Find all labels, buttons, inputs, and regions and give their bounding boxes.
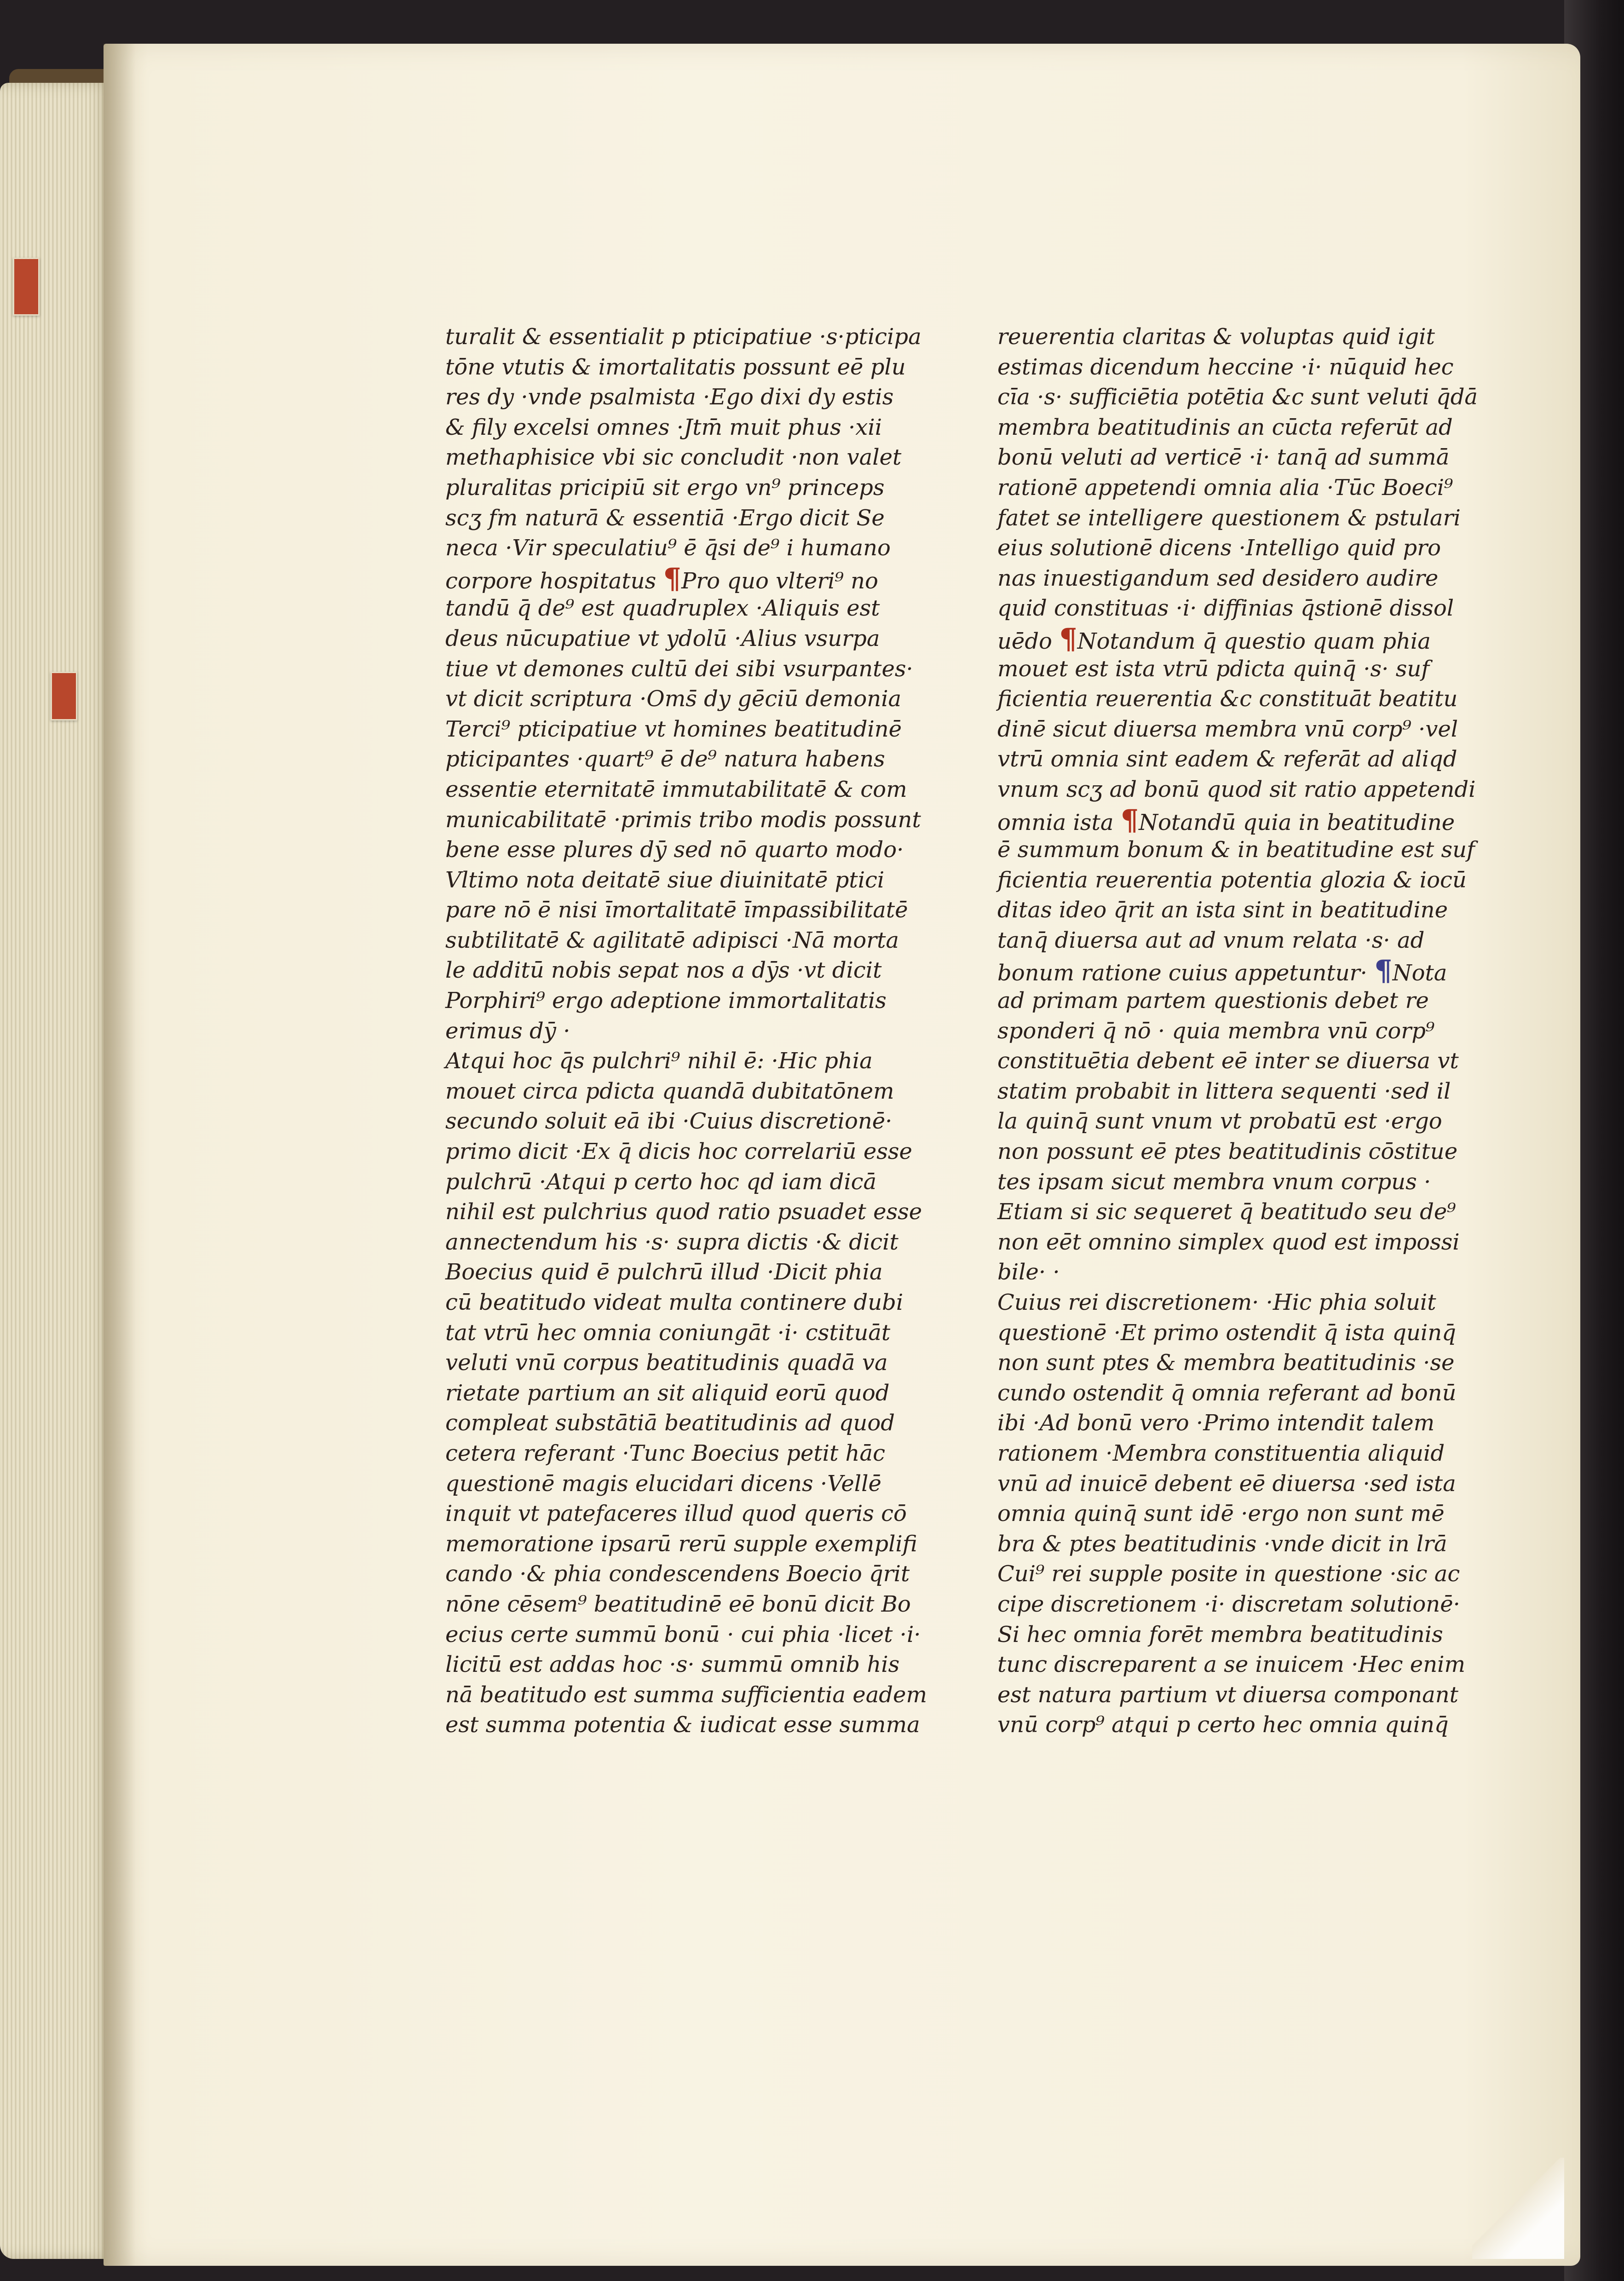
page-edge-stack <box>0 83 110 2259</box>
text-line: omnia quinq̄ sunt idē ·ergo non sunt mē <box>997 1501 1445 1527</box>
text-line: pulchrū ·Atqui p certo hoc qd iam dicā <box>445 1169 877 1195</box>
text-line: ibi ·Ad bonū vero ·Primo intendit talem <box>997 1410 1435 1436</box>
text-line: constituētia debent eē inter se diuersa vt <box>997 1048 1459 1074</box>
text-line: cū beatitudo videat multa continere dubi <box>445 1290 904 1315</box>
text-line: scʒ fm naturā & essentiā ·Ergo dicit Se <box>445 505 885 531</box>
text-line: omnia ista ¶Notandū quia in beatitudine <box>997 803 1455 837</box>
text-line: reuerentia claritas & voluptas quid igit <box>997 324 1435 350</box>
text-line: fatet se intelligere questionem & pstulari <box>997 505 1461 531</box>
text-line: essentie eternitatē immutabilitatē & com <box>445 776 907 802</box>
text-line: tunc discreparent a se inuicem ·Hec enim <box>997 1652 1465 1678</box>
text-line: bonum ratione cuius appetuntur· ¶Nota <box>997 954 1447 988</box>
text-line: nā beatitudo est summa sufficientia eadem <box>445 1682 927 1708</box>
text-line: eius solutionē dicens ·Intelligo quid pro <box>997 535 1441 561</box>
text-line: ditas ideo q̄rit an ista sint in beatitudine <box>997 897 1448 923</box>
text-line: neca ·Vir speculatiu⁹ ē q̄si de⁹ i humano <box>445 535 891 561</box>
text-line: turalit & essentialit p pticipatiue ·s·pticipa <box>445 324 921 350</box>
text-line: la quinq̄ sunt vnum vt probatū est ·ergo <box>997 1108 1442 1135</box>
text-line: Atqui hoc q̄s pulchri⁹ nihil ē: ·Hic phia <box>445 1048 873 1074</box>
text-line: cīa ·s· sufficiētia potētia &c sunt veluti q̄dā <box>997 384 1478 410</box>
text-line: questionē ·Et primo ostendit q̄ ista quinq̄ <box>997 1319 1456 1346</box>
text-line: vnū ad inuicē debent eē diuersa ·sed ista <box>997 1470 1456 1497</box>
text-line: est summa potentia & iudicat esse summa <box>445 1712 920 1738</box>
text-line: memoratione ipsarū rerū supple exemplifi <box>445 1531 917 1557</box>
text-line: tiue vt demones cultū dei sibi vsurpantes· <box>445 656 913 682</box>
text-line: membra beatitudinis an cūcta referūt ad <box>997 414 1453 440</box>
text-line: Boecius quid ē pulchrū illud ·Dicit phia <box>445 1259 883 1285</box>
text-line: bonū veluti ad verticē ·i· tanq̄ ad summā <box>997 444 1450 471</box>
text-line: quid constituas ·i· diffinias q̄stionē dissol <box>997 595 1454 622</box>
text-line: secundo soluit eā ibi ·Cuius discretionē· <box>445 1108 893 1135</box>
text-line: nōne cēsem⁹ beatitudinē eē bonū dicit Bo <box>445 1591 911 1617</box>
left-text-column <box>445 322 927 1740</box>
paragraph-mark-icon: ¶ <box>1059 622 1077 656</box>
text-line: mouet circa pdicta quandā dubitatōnem <box>445 1078 894 1104</box>
text-line: Porphiri⁹ ergo adeptione immortalitatis <box>445 988 887 1014</box>
text-line: le additū nobis sepat nos a dȳs ·vt dicit <box>445 957 882 984</box>
red-page-tab <box>51 672 77 720</box>
text-line: ē summum bonum & in beatitudine est suf <box>997 837 1475 863</box>
text-line: est natura partium vt diuersa componant <box>997 1682 1458 1708</box>
text-line: tanq̄ diuersa aut ad vnum relata ·s· ad <box>997 927 1425 953</box>
paragraph-mark-icon: ¶ <box>663 561 681 595</box>
text-line: deus nūcupatiue vt ydolū ·Alius vsurpa <box>445 625 880 651</box>
text-line: subtilitatē & agilitatē adipisci ·Nā morta <box>445 927 899 953</box>
text-line: estimas dicendum heccine ·i· nūquid hec <box>997 354 1454 380</box>
text-line: cipe discretionem ·i· discretam solutionē· <box>997 1591 1460 1617</box>
text-line: veluti vnū corpus beatitudinis quadā va <box>445 1350 888 1376</box>
text-line: statim probabit in littera sequenti ·sed il <box>997 1078 1451 1104</box>
text-line: Terci⁹ pticipatiue vt homines beatitudinē <box>445 716 902 742</box>
text-line: ad primam partem questionis debet re <box>997 988 1429 1014</box>
text-line: mouet est ista vtrū pdicta quinq̄ ·s· suf <box>997 656 1429 682</box>
text-line: nihil est pulchrius quod ratio psuadet esse <box>445 1199 922 1225</box>
text-line: res dy ·vnde psalmista ·Ego dixi dy estis <box>445 384 894 410</box>
text-line: non eēt omnino simplex quod est impossi <box>997 1229 1460 1255</box>
text-line: questionē magis elucidari dicens ·Vellē <box>445 1470 881 1497</box>
text-line: inquit vt patefaceres illud quod queris cō <box>445 1501 907 1527</box>
text-line: ficientia reuerentia potentia glozia & iocū <box>997 867 1467 893</box>
gutter-shadow <box>104 44 136 2266</box>
text-line: vt dicit scriptura ·Oms̄ dy gēciū demonia <box>445 686 902 712</box>
text-line: bene esse plures dȳ sed nō quarto modo· <box>445 837 904 863</box>
text-line: rationē appetendi omnia alia ·Tūc Boeci⁹ <box>997 474 1453 501</box>
text-line: cetera referant ·Tunc Boecius petit hāc <box>445 1440 885 1466</box>
text-line: vnū corp⁹ atqui p certo hec omnia quinq̄ <box>997 1712 1449 1738</box>
text-line: pticipantes ·quart⁹ ē de⁹ natura habens <box>445 746 885 772</box>
paragraph-mark-icon: ¶ <box>1120 803 1139 837</box>
text-line: uēdo ¶Notandum q̄ questio quam phia <box>997 622 1431 656</box>
text-line: erimus dȳ · <box>445 1018 570 1044</box>
text-line: Si hec omnia forēt membra beatitudinis <box>997 1621 1443 1647</box>
text-line: tōne vtutis & imortalitatis possunt eē plu <box>445 354 906 380</box>
text-line: non sunt ptes & membra beatitudinis ·se <box>997 1350 1455 1376</box>
paragraph-mark-icon: ¶ <box>1374 954 1393 988</box>
text-line: Cui⁹ rei supple posite in questione ·sic ac <box>997 1561 1460 1587</box>
text-line: annectendum his ·s· supra dictis ·& dicit <box>445 1229 898 1255</box>
page-corner <box>1472 2158 1564 2259</box>
text-line: ecius certe summū bonū · cui phia ·licet ·i· <box>445 1621 921 1647</box>
text-line: tandū q̄ de⁹ est quadruplex ·Aliquis est <box>445 595 880 622</box>
text-line: licitū est addas hoc ·s· summū omnib his <box>445 1652 900 1678</box>
right-text-column <box>997 322 1478 1740</box>
text-line: tes ipsam sicut membra vnum corpus · <box>997 1169 1431 1195</box>
text-line: municabilitatē ·primis tribo modis possunt <box>445 806 921 833</box>
text-line: pluralitas pricipiū sit ergo vn⁹ princeps <box>445 474 885 501</box>
text-line: pare nō ē nisi īmortalitatē īmpassibilitatē <box>445 897 908 923</box>
text-line: Vltimo nota deitatē siue diuinitatē ptici <box>445 867 885 893</box>
text-line: rietate partium an sit aliquid eorū quod <box>445 1380 890 1406</box>
text-line: tat vtrū hec omnia coniungāt ·i· cstituāt <box>445 1319 891 1346</box>
red-page-tab <box>13 258 40 316</box>
text-line: cando ·& phia condescendens Boecio q̄rit <box>445 1561 910 1587</box>
text-line: Cuius rei discretionem· ·Hic phia soluit <box>997 1290 1436 1315</box>
text-line: bile· · <box>997 1259 1060 1285</box>
text-line: ficientia reuerentia &c constituāt beatitu <box>997 686 1458 712</box>
text-line: rationem ·Membra constituentia aliquid <box>997 1440 1445 1466</box>
text-line: Etiam si sic sequeret q̄ beatitudo seu de⁹ <box>997 1199 1456 1225</box>
text-line: non possunt eē ptes beatitudinis cōstitue <box>997 1139 1458 1165</box>
text-line: dinē sicut diuersa membra vnū corp⁹ ·vel <box>997 716 1458 742</box>
text-line: cundo ostendit q̄ omnia referant ad bonū <box>997 1380 1457 1406</box>
text-line: nas inuestigandum sed desidero audire <box>997 565 1439 591</box>
text-line: vtrū omnia sint eadem & referāt ad aliqd <box>997 746 1457 772</box>
text-line: primo dicit ·Ex q̄ dicis hoc correlariū esse <box>445 1139 912 1165</box>
text-line: bra & ptes beatitudinis ·vnde dicit in lrā <box>997 1531 1447 1557</box>
text-line: corpore hospitatus ¶Pro quo vlteri⁹ no <box>445 561 878 595</box>
text-line: sponderi q̄ nō · quia membra vnū corp⁹ <box>997 1018 1435 1044</box>
text-line: methaphisice vbi sic concludit ·non valet <box>445 444 902 471</box>
text-line: vnum scʒ ad bonū quod sit ratio appetendi <box>997 776 1476 802</box>
text-line: & fily excelsi omnes ·Jtm̄ muit phus ·xii <box>445 414 882 440</box>
text-line: compleat substātiā beatitudinis ad quod <box>445 1410 895 1436</box>
